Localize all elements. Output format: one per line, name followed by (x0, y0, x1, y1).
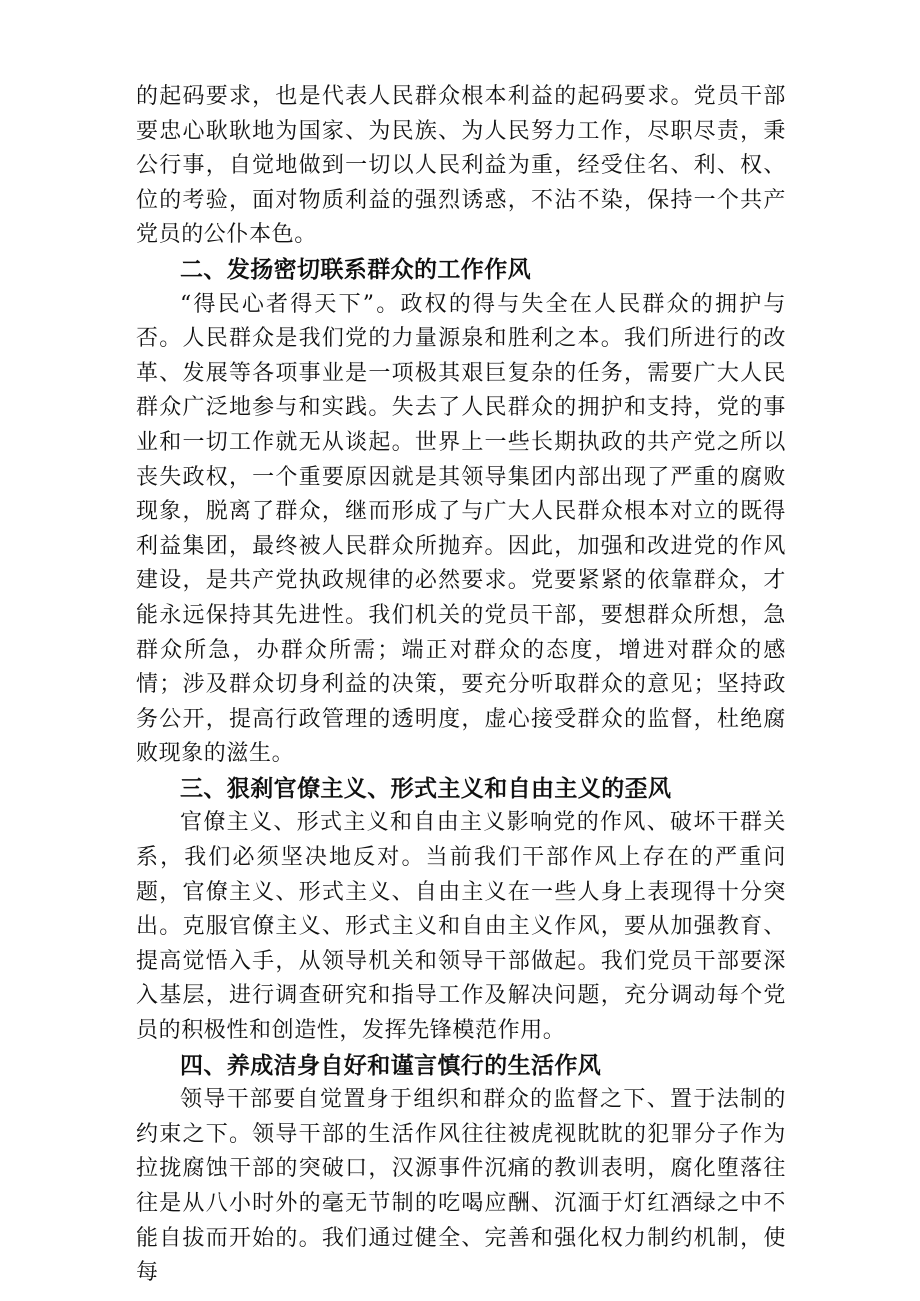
document-body (136, 80, 786, 1291)
section-heading-3: 三、狠刹官僚主义、形式主义和自由主义的歪风 (180, 775, 672, 802)
paragraph-1: 的起码要求，也是代表人民群众根本利益的起码要求。党员干部要忠心耿耿地为国家、为民族、为人民努力工作，尽职尽责，秉公行事，自觉地做到一切以人民利益为重，经受住名、利、权、位的考验，面对物质利益的强烈诱惑，不沾不染，保持一个共产党员的公仆本色。 (136, 84, 786, 248)
section-heading-2: 二、发扬密切联系群众的工作作风 (180, 256, 531, 283)
paragraph-4: 领导干部要自觉置身于组织和群众的监督之下、置于法制的约束之下。领导干部的生活作风往往被虎视眈眈的犯罪分子作为拉拢腐蚀干部的突破口，汉源事件沉痛的教训表明，腐化堕落往往是从八小时外的毫无节制的吃喝应酬、沉湎于灯红酒绿之中不能自拔而开始的。我们通过健全、完善和强化权力制约机制，使每 (136, 1087, 786, 1286)
paragraph-2: “得民心者得天下”。政权的得与失全在人民群众的拥护与否。人民群众是我们党的力量源泉和胜利之本。我们所进行的改革、发展等各项事业是一项极其艰巨复杂的任务，需要广大人民群众广泛地参与和实践。失去了人民群众的拥护和支持，党的事业和一切工作就无从谈起。世界上一些长期执政的共产党之所以丧失政权，一个重要原因就是其领导集团内部出现了严重的腐败现象，脱离了群众，继而形成了与广大人民群众根本对立的既得利益集团，最终被人民群众所抛弃。因此，加强和改进党的作风建设，是共产党执政规律的必然要求。党要紧紧的依靠群众，才能永远保持其先进性。我们机关的党员干部，要想群众所想，急群众所急，办群众所需；端正对群众的态度，增进对群众的感情；涉及群众切身利益的决策，要充分听取群众的意见；坚持政务公开，提高行政管理的透明度，虚心接受群众的监督，杜绝腐败现象的滋生。 (136, 291, 786, 767)
paragraph-3: 官僚主义、形式主义和自由主义影响党的作风、破坏干群关系，我们必须坚决地反对。当前我们干部作风上存在的严重问题，官僚主义、形式主义、自由主义在一些人身上表现得十分突出。克服官僚主义、形式主义和自由主义作风，要从加强教育、提高觉悟入手，从领导机关和领导干部做起。我们党员干部要深入基层，进行调查研究和指导工作及解决问题，充分调动每个党员的积极性和创造性，发挥先锋模范作用。 (136, 810, 786, 1044)
section-heading-4: 四、养成洁身自好和谨言慎行的生活作风 (180, 1052, 602, 1079)
